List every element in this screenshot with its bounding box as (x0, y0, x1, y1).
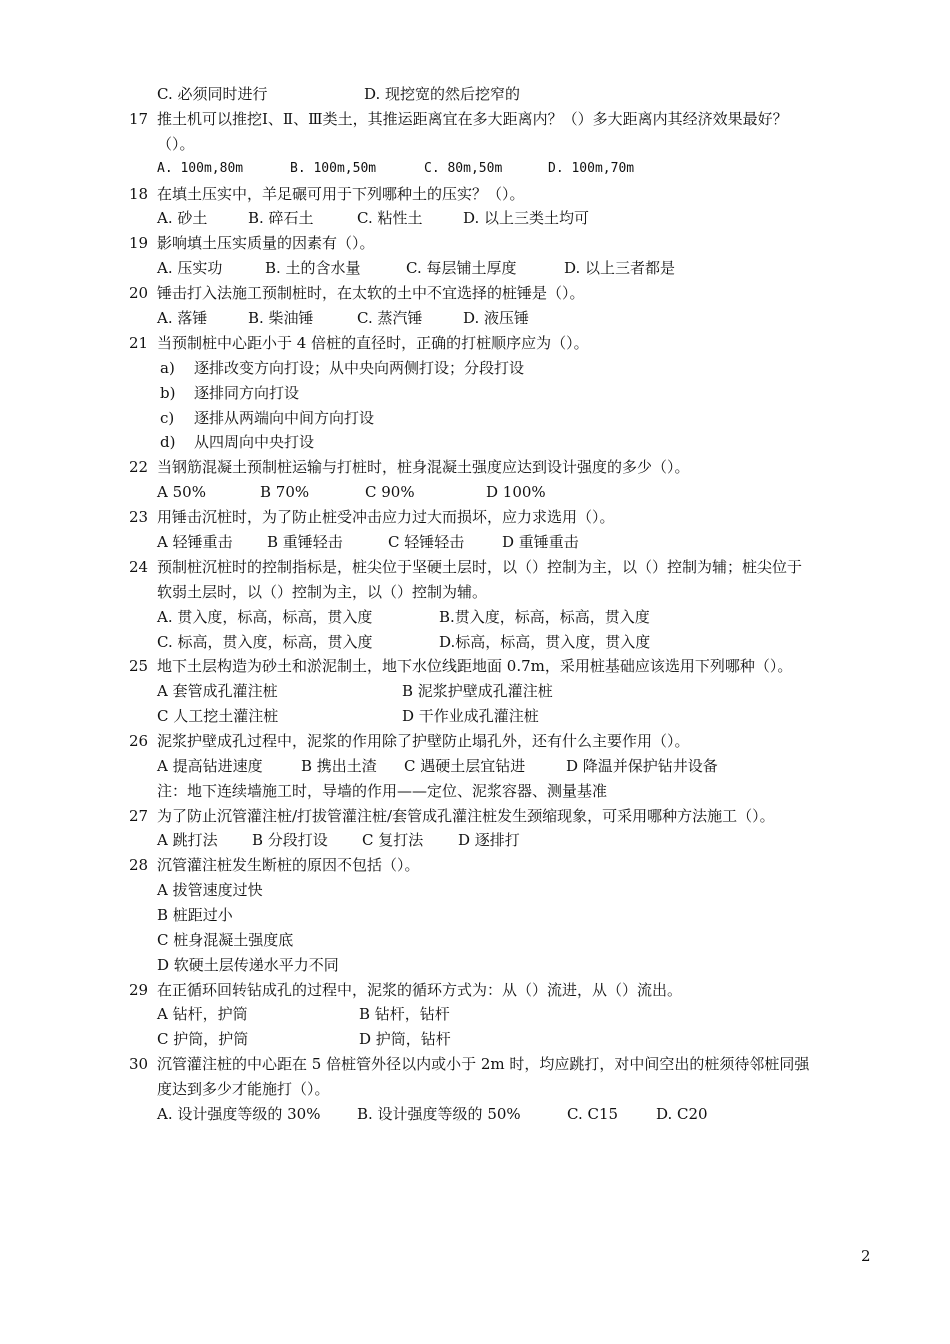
option-d: D. 100m,70m (548, 161, 635, 176)
question-text: 当钢筋混凝土预制桩运输与打桩时，桩身混凝土强度应达到设计强度的多少（）。 (157, 458, 690, 476)
option-c: C. 蒸汽锤 (357, 309, 423, 327)
sub-item-text: 从四周向中央打设 (194, 433, 315, 451)
question-number: 23 (129, 508, 149, 526)
question-number: 22 (129, 458, 149, 476)
option-d: D. 液压锤 (463, 309, 530, 327)
option-b: B.贯入度，标高，标高，贯入度 (439, 608, 650, 626)
option-b: B 70% (260, 483, 310, 501)
option-c: C. 必须同时进行 (157, 85, 268, 103)
question-number: 20 (129, 284, 149, 302)
option-c: C 遇硬土层宜钻进 (404, 757, 526, 775)
option-c: C 护筒，护筒 (157, 1030, 249, 1048)
sub-item-text: 逐排改变方向打设；从中央向两侧打设；分段打设 (194, 359, 525, 377)
option-d: D.标高，标高，贯入度，贯入度 (439, 633, 651, 651)
question-number: 27 (129, 807, 149, 825)
option-c: C 轻锤轻击 (388, 533, 465, 551)
question-text: 预制桩沉桩时的控制指标是，桩尖位于坚硬土层时，以（）控制为主，以（）控制为辅；桩尖位于 (157, 558, 803, 576)
option-d: D 降温并保护钻井设备 (566, 757, 718, 775)
sub-item-label: c) (160, 409, 175, 427)
question-number: 18 (129, 185, 149, 203)
question-text: 当预制桩中心距小于 4 倍桩的直径时，正确的打桩顺序应为（）。 (157, 334, 589, 352)
option-d: D 软硬土层传递水平力不同 (157, 956, 339, 974)
option-c: C 90% (365, 483, 415, 501)
question-number: 19 (129, 234, 149, 252)
option-d: D 干作业成孔灌注桩 (402, 707, 539, 725)
option-a: A. 贯入度，标高，标高，贯入度 (157, 608, 373, 626)
question-text: 锤击打入法施工预制桩时，在太软的土中不宜选择的桩锤是（）。 (157, 284, 585, 302)
option-b: B. 柴油锤 (248, 309, 314, 327)
option-b: B 分段打设 (252, 831, 328, 849)
option-a: A 提高钻进速度 (157, 757, 263, 775)
option-a: A 拔管速度过快 (157, 881, 263, 899)
question-text: 推土机可以推挖Ⅰ、Ⅱ、Ⅲ类土，其推运距离宜在多大距离内？（）多大距离内其经济效果最好？ (157, 110, 788, 128)
option-c: C. C15 (567, 1105, 619, 1123)
option-a: A. 压实功 (157, 259, 223, 277)
option-c: C 人工挖土灌注桩 (157, 707, 279, 725)
sub-item-label: d) (160, 433, 176, 451)
option-c: C 复打法 (362, 831, 424, 849)
sub-item-text: 逐排同方向打设 (194, 384, 300, 402)
option-b: B 重锤轻击 (267, 533, 343, 551)
option-b: B 泥浆护壁成孔灌注桩 (402, 682, 553, 700)
option-a: A 跳打法 (157, 831, 218, 849)
note-text: 注：地下连续墙施工时，导墙的作用——定位、泥浆容器、测量基准 (157, 782, 608, 800)
option-d: D. 以上三者都是 (564, 259, 676, 277)
question-text: 在正循环回转钻成孔的过程中，泥浆的循环方式为：从（）流进，从（）流出。 (157, 981, 683, 999)
page-number: 2 (861, 1247, 871, 1265)
sub-item-text: 逐排从两端向中间方向打设 (194, 409, 375, 427)
option-c: C. 粘性土 (357, 209, 423, 227)
option-b: B 携出土渣 (301, 757, 377, 775)
question-number: 29 (129, 981, 149, 999)
option-b: B 桩距过小 (157, 906, 233, 924)
option-d: D 逐排打 (458, 831, 520, 849)
option-b: B 钻杆，钻杆 (359, 1005, 450, 1023)
option-d: D. 以上三类土均可 (463, 209, 590, 227)
option-a: A 钻杆，护筒 (157, 1005, 248, 1023)
option-d: D. 现挖宽的然后挖窄的 (364, 85, 521, 103)
option-a: A. 设计强度等级的 30% (157, 1105, 321, 1123)
question-text-cont: 软弱土层时，以（）控制为主，以（）控制为辅。 (157, 583, 488, 601)
option-c: C 桩身混凝土强度底 (157, 931, 294, 949)
sub-item-label: a) (160, 359, 175, 377)
option-d: D 100% (486, 483, 546, 501)
question-number: 30 (129, 1055, 149, 1073)
option-b: B. 100m,50m (290, 161, 377, 176)
question-number: 28 (129, 856, 149, 874)
option-a: A. 砂土 (157, 209, 208, 227)
sub-item-label: b) (160, 384, 176, 402)
question-text: 泥浆护壁成孔过程中，泥浆的作用除了护壁防止塌孔外，还有什么主要作用（）。 (157, 732, 690, 750)
option-b: B. 设计强度等级的 50% (357, 1105, 521, 1123)
question-number: 21 (129, 334, 149, 352)
option-b: B. 碎石土 (248, 209, 314, 227)
option-b: B. 土的含水量 (265, 259, 361, 277)
option-a: A. 落锤 (157, 309, 208, 327)
question-text: 为了防止沉管灌注桩/打拔管灌注桩/套管成孔灌注桩发生颈缩现象，可采用哪种方法施工（）。 (157, 807, 775, 825)
question-text: 影响填土压实质量的因素有（）。 (157, 234, 375, 252)
question-text-cont: （）。 (157, 135, 195, 153)
question-number: 17 (129, 110, 149, 128)
option-c: C. 标高，贯入度，标高，贯入度 (157, 633, 373, 651)
question-number: 25 (129, 657, 149, 675)
option-a: A 50% (157, 483, 206, 501)
question-text-cont: 度达到多少才能施打（）。 (157, 1080, 330, 1098)
question-text: 地下土层构造为砂土和淤泥制土，地下水位线距地面 0.7m，采用桩基础应该选用下列哪种（）。 (157, 657, 793, 675)
option-a: A 套管成孔灌注桩 (157, 682, 278, 700)
question-text: 在填土压实中，羊足碾可用于下列哪种土的压实？（）。 (157, 185, 525, 203)
question-text: 沉管灌注桩发生断桩的原因不包括（）。 (157, 856, 420, 874)
option-a: A 轻锤重击 (157, 533, 233, 551)
option-d: D 重锤重击 (502, 533, 579, 551)
question-number: 24 (129, 558, 149, 576)
question-text: 沉管灌注桩的中心距在 5 倍桩管外径以内或小于 2m 时，均应跳打，对中间空出的桩须待邻桩同强 (157, 1055, 810, 1073)
option-c: C. 每层铺土厚度 (406, 259, 517, 277)
option-d: D 护筒，钻杆 (359, 1030, 451, 1048)
option-a: A. 100m,80m (157, 161, 244, 176)
option-c: C. 80m,50m (424, 161, 503, 176)
question-number: 26 (129, 732, 149, 750)
question-text: 用锤击沉桩时，为了防止桩受冲击应力过大而损坏，应力求选用（）。 (157, 508, 615, 526)
option-d: D. C20 (656, 1105, 708, 1123)
